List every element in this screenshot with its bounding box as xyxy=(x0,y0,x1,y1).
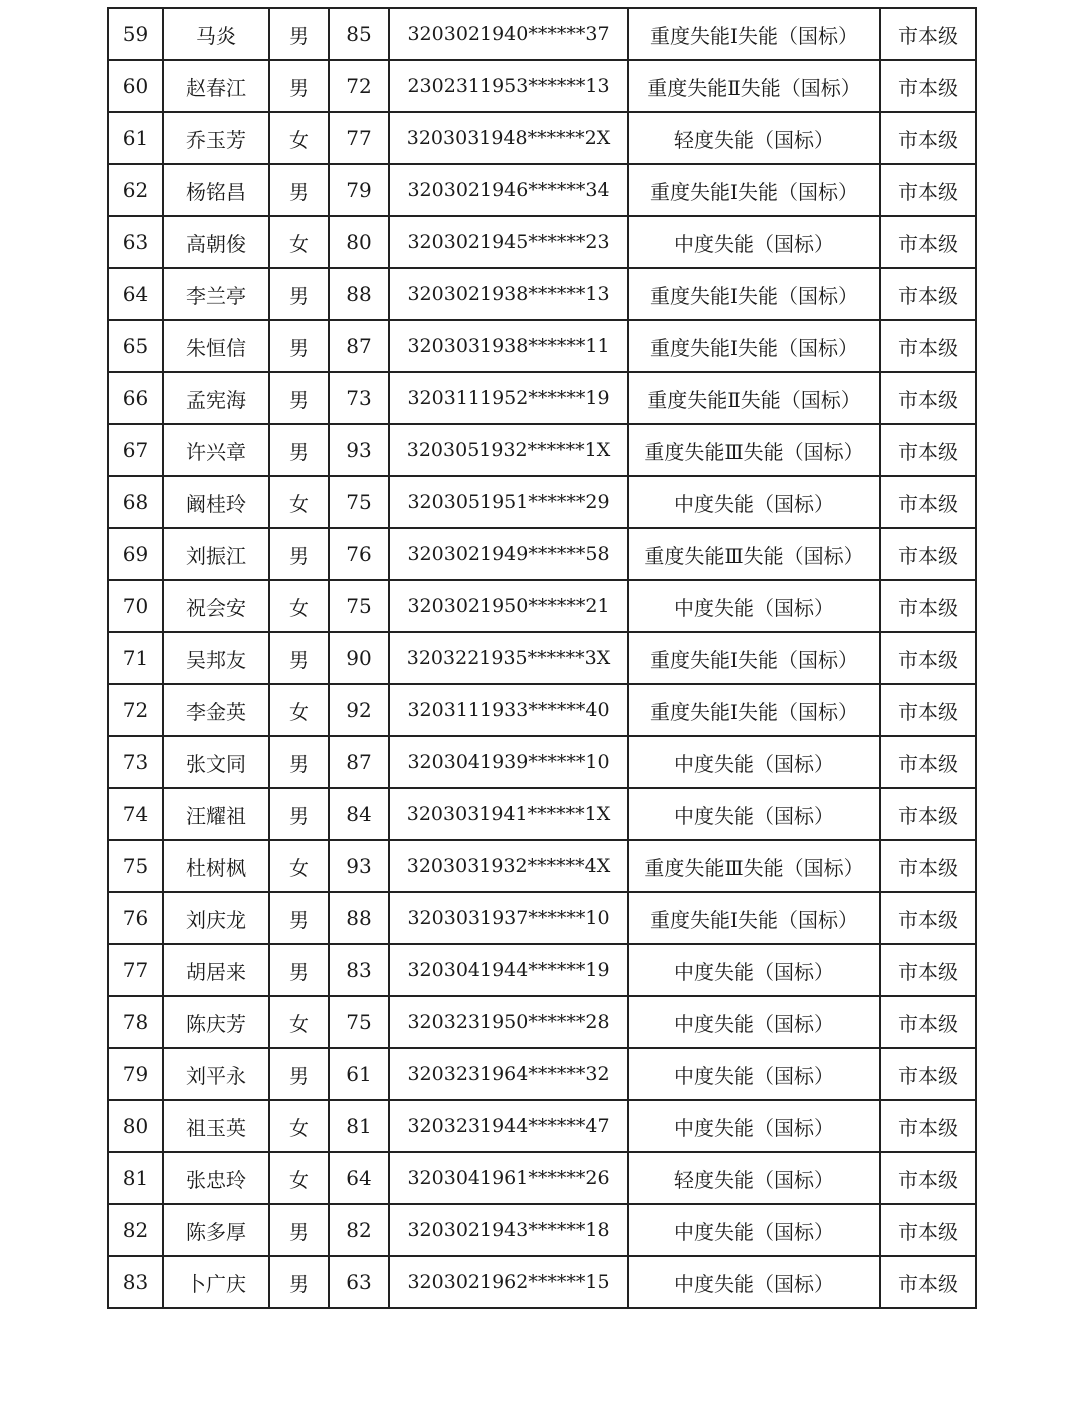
row-number-cell: 67 xyxy=(108,424,163,476)
row-number-cell: 70 xyxy=(108,580,163,632)
person-name-cell: 李金英 xyxy=(163,684,269,736)
disability-level-cell: 重度失能Ⅰ失能（国标） xyxy=(628,8,880,60)
row-number-cell: 77 xyxy=(108,944,163,996)
id-card-number-cell: 3203231950******28 xyxy=(389,996,628,1048)
row-number-cell: 73 xyxy=(108,736,163,788)
table-row xyxy=(108,216,976,268)
row-number-cell: 80 xyxy=(108,1100,163,1152)
table-row xyxy=(108,164,976,216)
person-name-cell: 祝会安 xyxy=(163,580,269,632)
table-row xyxy=(108,424,976,476)
disability-level-cell: 重度失能Ⅲ失能（国标） xyxy=(628,528,880,580)
row-number-cell: 82 xyxy=(108,1204,163,1256)
gender-cell: 女 xyxy=(269,476,329,528)
person-name-cell: 张忠玲 xyxy=(163,1152,269,1204)
gender-cell: 女 xyxy=(269,684,329,736)
jurisdiction-cell: 市本级 xyxy=(880,372,976,424)
id-card-number-cell: 3203021938******13 xyxy=(389,268,628,320)
id-card-number-cell: 3203021943******18 xyxy=(389,1204,628,1256)
table-row xyxy=(108,60,976,112)
jurisdiction-cell: 市本级 xyxy=(880,268,976,320)
id-card-number-cell: 3203231964******32 xyxy=(389,1048,628,1100)
disability-level-cell: 重度失能Ⅲ失能（国标） xyxy=(628,840,880,892)
jurisdiction-cell: 市本级 xyxy=(880,788,976,840)
disability-level-cell: 轻度失能（国标） xyxy=(628,112,880,164)
age-cell: 63 xyxy=(329,1256,389,1308)
table-row xyxy=(108,1256,976,1308)
row-number-cell: 78 xyxy=(108,996,163,1048)
jurisdiction-cell: 市本级 xyxy=(880,632,976,684)
age-cell: 92 xyxy=(329,684,389,736)
person-name-cell: 李兰亭 xyxy=(163,268,269,320)
person-name-cell: 刘平永 xyxy=(163,1048,269,1100)
jurisdiction-cell: 市本级 xyxy=(880,996,976,1048)
id-card-number-cell: 3203041939******10 xyxy=(389,736,628,788)
jurisdiction-cell: 市本级 xyxy=(880,60,976,112)
disability-level-cell: 重度失能Ⅰ失能（国标） xyxy=(628,892,880,944)
age-cell: 61 xyxy=(329,1048,389,1100)
person-name-cell: 许兴章 xyxy=(163,424,269,476)
id-card-number-cell: 3203021949******58 xyxy=(389,528,628,580)
jurisdiction-cell: 市本级 xyxy=(880,1048,976,1100)
disability-level-cell: 中度失能（国标） xyxy=(628,1204,880,1256)
gender-cell: 男 xyxy=(269,632,329,684)
jurisdiction-cell: 市本级 xyxy=(880,1100,976,1152)
age-cell: 87 xyxy=(329,736,389,788)
jurisdiction-cell: 市本级 xyxy=(880,684,976,736)
id-card-number-cell: 2302311953******13 xyxy=(389,60,628,112)
disability-level-cell: 中度失能（国标） xyxy=(628,476,880,528)
disability-level-cell: 中度失能（国标） xyxy=(628,580,880,632)
table-row xyxy=(108,8,976,60)
age-cell: 77 xyxy=(329,112,389,164)
id-card-number-cell: 3203031938******11 xyxy=(389,320,628,372)
id-card-number-cell: 3203111952******19 xyxy=(389,372,628,424)
jurisdiction-cell: 市本级 xyxy=(880,840,976,892)
table-row xyxy=(108,1048,976,1100)
id-card-number-cell: 3203021940******37 xyxy=(389,8,628,60)
row-number-cell: 71 xyxy=(108,632,163,684)
disability-level-cell: 重度失能Ⅱ失能（国标） xyxy=(628,60,880,112)
id-card-number-cell: 3203051932******1X xyxy=(389,424,628,476)
jurisdiction-cell: 市本级 xyxy=(880,8,976,60)
gender-cell: 女 xyxy=(269,1100,329,1152)
person-name-cell: 杨铭昌 xyxy=(163,164,269,216)
jurisdiction-cell: 市本级 xyxy=(880,736,976,788)
age-cell: 72 xyxy=(329,60,389,112)
person-name-cell: 张文同 xyxy=(163,736,269,788)
table-row xyxy=(108,112,976,164)
table-row xyxy=(108,736,976,788)
id-card-number-cell: 3203021962******15 xyxy=(389,1256,628,1308)
age-cell: 85 xyxy=(329,8,389,60)
table-row xyxy=(108,1204,976,1256)
row-number-cell: 60 xyxy=(108,60,163,112)
table-row xyxy=(108,1152,976,1204)
table-row xyxy=(108,320,976,372)
table-row xyxy=(108,996,976,1048)
jurisdiction-cell: 市本级 xyxy=(880,892,976,944)
table-row xyxy=(108,684,976,736)
row-number-cell: 62 xyxy=(108,164,163,216)
disability-level-cell: 重度失能Ⅱ失能（国标） xyxy=(628,372,880,424)
age-cell: 75 xyxy=(329,476,389,528)
gender-cell: 男 xyxy=(269,268,329,320)
id-card-number-cell: 3203031932******4X xyxy=(389,840,628,892)
person-name-cell: 陈庆芳 xyxy=(163,996,269,1048)
gender-cell: 男 xyxy=(269,164,329,216)
disability-level-cell: 中度失能（国标） xyxy=(628,216,880,268)
age-cell: 75 xyxy=(329,996,389,1048)
age-cell: 73 xyxy=(329,372,389,424)
gender-cell: 女 xyxy=(269,112,329,164)
id-card-number-cell: 3203021946******34 xyxy=(389,164,628,216)
roster-table xyxy=(107,7,977,1309)
person-name-cell: 杜树枫 xyxy=(163,840,269,892)
disability-level-cell: 中度失能（国标） xyxy=(628,736,880,788)
gender-cell: 女 xyxy=(269,996,329,1048)
gender-cell: 女 xyxy=(269,580,329,632)
jurisdiction-cell: 市本级 xyxy=(880,580,976,632)
age-cell: 75 xyxy=(329,580,389,632)
disability-level-cell: 重度失能Ⅲ失能（国标） xyxy=(628,424,880,476)
person-name-cell: 乔玉芳 xyxy=(163,112,269,164)
jurisdiction-cell: 市本级 xyxy=(880,112,976,164)
age-cell: 79 xyxy=(329,164,389,216)
age-cell: 64 xyxy=(329,1152,389,1204)
disability-level-cell: 重度失能Ⅰ失能（国标） xyxy=(628,164,880,216)
id-card-number-cell: 3203231944******47 xyxy=(389,1100,628,1152)
gender-cell: 男 xyxy=(269,8,329,60)
person-name-cell: 刘振江 xyxy=(163,528,269,580)
id-card-number-cell: 3203031948******2X xyxy=(389,112,628,164)
id-card-number-cell: 3203051951******29 xyxy=(389,476,628,528)
disability-level-cell: 中度失能（国标） xyxy=(628,788,880,840)
row-number-cell: 64 xyxy=(108,268,163,320)
disability-level-cell: 中度失能（国标） xyxy=(628,1256,880,1308)
age-cell: 83 xyxy=(329,944,389,996)
age-cell: 80 xyxy=(329,216,389,268)
table-row xyxy=(108,528,976,580)
jurisdiction-cell: 市本级 xyxy=(880,528,976,580)
age-cell: 93 xyxy=(329,424,389,476)
id-card-number-cell: 3203031941******1X xyxy=(389,788,628,840)
person-name-cell: 高朝俊 xyxy=(163,216,269,268)
disability-level-cell: 中度失能（国标） xyxy=(628,1100,880,1152)
person-name-cell: 胡居来 xyxy=(163,944,269,996)
row-number-cell: 65 xyxy=(108,320,163,372)
row-number-cell: 68 xyxy=(108,476,163,528)
gender-cell: 男 xyxy=(269,528,329,580)
table-row xyxy=(108,840,976,892)
person-name-cell: 卜广庆 xyxy=(163,1256,269,1308)
table-row xyxy=(108,892,976,944)
gender-cell: 女 xyxy=(269,216,329,268)
disability-level-cell: 中度失能（国标） xyxy=(628,1048,880,1100)
disability-level-cell: 轻度失能（国标） xyxy=(628,1152,880,1204)
row-number-cell: 66 xyxy=(108,372,163,424)
age-cell: 90 xyxy=(329,632,389,684)
row-number-cell: 72 xyxy=(108,684,163,736)
person-name-cell: 陈多厚 xyxy=(163,1204,269,1256)
jurisdiction-cell: 市本级 xyxy=(880,216,976,268)
person-name-cell: 马炎 xyxy=(163,8,269,60)
age-cell: 87 xyxy=(329,320,389,372)
jurisdiction-cell: 市本级 xyxy=(880,164,976,216)
person-name-cell: 阚桂玲 xyxy=(163,476,269,528)
table-row xyxy=(108,476,976,528)
row-number-cell: 63 xyxy=(108,216,163,268)
gender-cell: 男 xyxy=(269,60,329,112)
age-cell: 76 xyxy=(329,528,389,580)
jurisdiction-cell: 市本级 xyxy=(880,1152,976,1204)
id-card-number-cell: 3203041944******19 xyxy=(389,944,628,996)
id-card-number-cell: 3203041961******26 xyxy=(389,1152,628,1204)
gender-cell: 女 xyxy=(269,840,329,892)
disability-level-cell: 中度失能（国标） xyxy=(628,996,880,1048)
disability-level-cell: 重度失能Ⅰ失能（国标） xyxy=(628,684,880,736)
table-row xyxy=(108,268,976,320)
row-number-cell: 76 xyxy=(108,892,163,944)
id-card-number-cell: 3203031937******10 xyxy=(389,892,628,944)
row-number-cell: 59 xyxy=(108,8,163,60)
gender-cell: 女 xyxy=(269,1152,329,1204)
table-row xyxy=(108,372,976,424)
gender-cell: 男 xyxy=(269,320,329,372)
row-number-cell: 74 xyxy=(108,788,163,840)
person-name-cell: 汪耀祖 xyxy=(163,788,269,840)
row-number-cell: 61 xyxy=(108,112,163,164)
gender-cell: 男 xyxy=(269,372,329,424)
disability-level-cell: 重度失能Ⅰ失能（国标） xyxy=(628,268,880,320)
person-name-cell: 祖玉英 xyxy=(163,1100,269,1152)
gender-cell: 男 xyxy=(269,1204,329,1256)
gender-cell: 男 xyxy=(269,736,329,788)
id-card-number-cell: 3203021950******21 xyxy=(389,580,628,632)
person-name-cell: 赵春江 xyxy=(163,60,269,112)
gender-cell: 男 xyxy=(269,892,329,944)
jurisdiction-cell: 市本级 xyxy=(880,1256,976,1308)
gender-cell: 男 xyxy=(269,788,329,840)
disability-level-cell: 重度失能Ⅰ失能（国标） xyxy=(628,320,880,372)
person-name-cell: 朱恒信 xyxy=(163,320,269,372)
age-cell: 82 xyxy=(329,1204,389,1256)
table-row xyxy=(108,788,976,840)
disability-level-cell: 重度失能Ⅰ失能（国标） xyxy=(628,632,880,684)
gender-cell: 男 xyxy=(269,1048,329,1100)
jurisdiction-cell: 市本级 xyxy=(880,944,976,996)
jurisdiction-cell: 市本级 xyxy=(880,320,976,372)
row-number-cell: 81 xyxy=(108,1152,163,1204)
table-row xyxy=(108,944,976,996)
row-number-cell: 79 xyxy=(108,1048,163,1100)
row-number-cell: 69 xyxy=(108,528,163,580)
roster-table-wrapper xyxy=(107,7,977,1309)
id-card-number-cell: 3203221935******3X xyxy=(389,632,628,684)
table-row xyxy=(108,580,976,632)
roster-body xyxy=(108,8,976,1308)
gender-cell: 男 xyxy=(269,1256,329,1308)
age-cell: 88 xyxy=(329,892,389,944)
person-name-cell: 吴邦友 xyxy=(163,632,269,684)
table-row xyxy=(108,1100,976,1152)
person-name-cell: 孟宪海 xyxy=(163,372,269,424)
jurisdiction-cell: 市本级 xyxy=(880,476,976,528)
jurisdiction-cell: 市本级 xyxy=(880,1204,976,1256)
row-number-cell: 75 xyxy=(108,840,163,892)
table-row xyxy=(108,632,976,684)
id-card-number-cell: 3203111933******40 xyxy=(389,684,628,736)
gender-cell: 男 xyxy=(269,424,329,476)
age-cell: 88 xyxy=(329,268,389,320)
person-name-cell: 刘庆龙 xyxy=(163,892,269,944)
row-number-cell: 83 xyxy=(108,1256,163,1308)
gender-cell: 男 xyxy=(269,944,329,996)
disability-level-cell: 中度失能（国标） xyxy=(628,944,880,996)
jurisdiction-cell: 市本级 xyxy=(880,424,976,476)
age-cell: 81 xyxy=(329,1100,389,1152)
age-cell: 93 xyxy=(329,840,389,892)
age-cell: 84 xyxy=(329,788,389,840)
id-card-number-cell: 3203021945******23 xyxy=(389,216,628,268)
